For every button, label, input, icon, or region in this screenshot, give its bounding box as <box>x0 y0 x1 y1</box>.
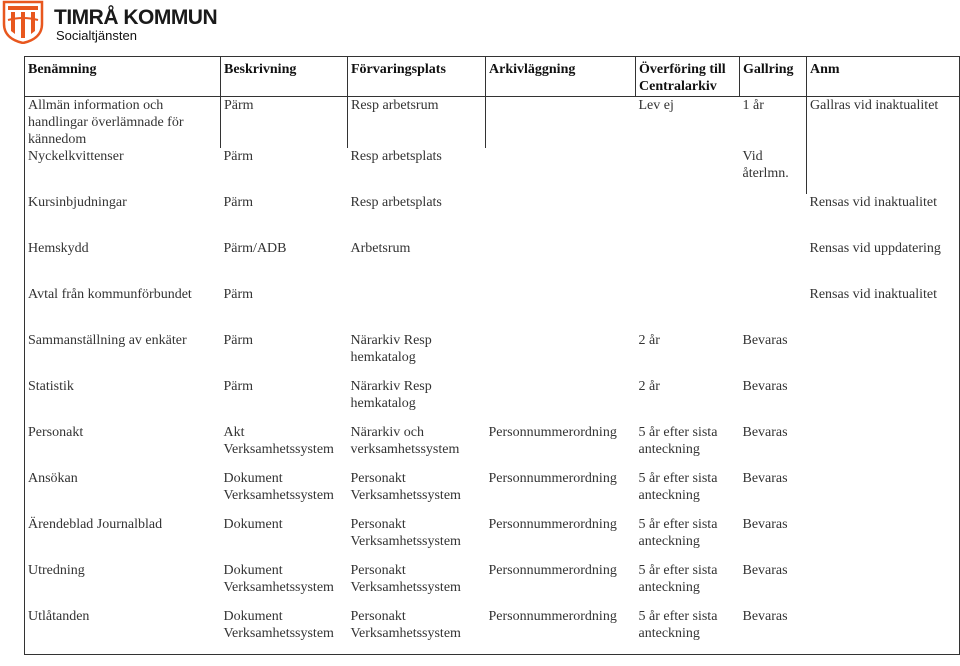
table-cell: Dokument Verksamhetssystem <box>221 608 348 655</box>
table-cell: Rensas vid inaktualitet <box>807 194 960 240</box>
table-cell: Ansökan <box>25 470 221 516</box>
table-cell: Närarkiv Resp hemkatalog <box>350 333 432 365</box>
table-cell: Nyckelkvittenser <box>25 148 221 194</box>
table-cell: Personnummerordning <box>488 517 617 532</box>
table-cell: Personakt Verksamhetssystem <box>350 563 461 595</box>
table-cell: 2 år <box>638 333 660 348</box>
table-cell: Pärm <box>223 149 254 164</box>
table-cell <box>807 562 960 608</box>
table-cell: Personnummerordning <box>488 425 617 440</box>
table-cell <box>636 286 740 332</box>
table-cell <box>807 378 960 424</box>
table-cell <box>740 194 807 240</box>
table-row <box>25 286 960 332</box>
table-row <box>25 562 960 608</box>
table-cell: 5 år efter sista anteckning <box>638 471 718 503</box>
table-cell: Sammanställning av enkäter <box>25 332 221 378</box>
table-cell <box>740 286 807 332</box>
table-row <box>25 470 960 516</box>
table-header-row <box>25 57 960 97</box>
organization-name: TIMRÅ KOMMUN <box>54 6 218 29</box>
table-cell <box>486 194 636 240</box>
table-cell: Bevaras <box>742 563 788 578</box>
table-cell: Personakt Verksamhetssystem <box>350 471 461 503</box>
table-cell <box>486 240 636 286</box>
table-cell: Personakt Verksamhetssystem <box>348 608 486 655</box>
table-cell: Dokument Verksamhetssystem <box>223 471 334 503</box>
table-cell: Resp arbetsplats <box>350 149 442 164</box>
table-cell: Pärm <box>223 379 254 394</box>
table-cell: Personnummerordning <box>488 471 617 486</box>
table-row <box>25 148 960 194</box>
table-row <box>25 608 960 655</box>
column-header: Förvaringsplats <box>348 57 486 97</box>
column-header: Arkivläggning <box>486 57 636 97</box>
table-cell <box>636 148 740 194</box>
table-cell: Dokument <box>223 517 283 532</box>
table-cell: Vid återlmn. <box>742 149 789 181</box>
table-cell: Resp arbetsrum <box>348 97 486 149</box>
column-header: Beskrivning <box>221 57 348 97</box>
table-cell: Resp arbetsplats <box>350 195 442 210</box>
table-cell <box>807 424 960 470</box>
table-row <box>25 332 960 378</box>
table-cell: 5 år efter sista anteckning <box>638 517 718 549</box>
table-cell: Personnummerordning <box>488 563 617 578</box>
table-cell: Lev ej <box>638 98 674 113</box>
table-row <box>25 194 960 240</box>
table-cell: Dokument Verksamhetssystem <box>223 563 334 595</box>
table-cell <box>807 608 960 655</box>
table-row <box>25 424 960 470</box>
timra-coat-of-arms-icon <box>2 0 44 44</box>
table-cell: Hemskydd <box>25 240 221 286</box>
table-row <box>25 97 960 149</box>
table-cell: 5 år efter sista anteckning <box>638 425 718 457</box>
table-row <box>25 240 960 286</box>
table-cell <box>486 332 636 378</box>
table-cell: Bevaras <box>740 608 807 655</box>
table-cell: Bevaras <box>742 333 788 348</box>
table-cell: Avtal från kommunförbundet <box>25 286 221 332</box>
table-cell: Pärm <box>223 287 254 302</box>
table-cell: Kursinbjudningar <box>25 194 221 240</box>
table-cell: Pärm <box>223 195 254 210</box>
table-cell: Bevaras <box>742 471 788 486</box>
table-cell: Närarkiv och verksamhetssystem <box>350 425 460 457</box>
table-cell: Pärm/ADB <box>223 241 287 256</box>
archive-plan-table <box>24 56 960 655</box>
table-cell: Bevaras <box>742 425 788 440</box>
table-cell: Arbetsrum <box>350 241 411 256</box>
table-cell <box>807 516 960 562</box>
table-cell: Personakt Verksamhetssystem <box>350 517 461 549</box>
table-cell <box>807 148 960 194</box>
table-cell <box>807 470 960 516</box>
table-cell: 1 år <box>742 98 764 113</box>
table-cell: Pärm <box>223 333 254 348</box>
table-cell: Akt Verksamhetssystem <box>223 425 334 457</box>
table-cell: Personakt <box>25 424 221 470</box>
table-cell: Rensas vid uppdatering <box>807 240 960 286</box>
table-cell: Utlåtanden <box>25 608 221 655</box>
table-cell: Bevaras <box>742 517 788 532</box>
table-row <box>25 378 960 424</box>
table-cell: Utredning <box>25 562 221 608</box>
table-cell <box>636 240 740 286</box>
table-cell <box>807 332 960 378</box>
table-cell <box>486 97 636 149</box>
table-cell <box>486 378 636 424</box>
table-cell: Personnummerordning <box>486 608 636 655</box>
table-cell: 5 år efter sista anteckning <box>636 608 740 655</box>
column-header: Gallring <box>740 57 807 97</box>
table-cell <box>740 240 807 286</box>
table-cell <box>486 148 636 194</box>
table-cell <box>348 286 486 332</box>
table-cell: 2 år <box>638 379 660 394</box>
table-cell: Pärm <box>221 97 348 149</box>
page-header <box>0 0 960 48</box>
table-cell: Närarkiv Resp hemkatalog <box>350 379 432 411</box>
table-cell: Ärendeblad Journalblad <box>25 516 221 562</box>
table-cell: Bevaras <box>742 379 788 394</box>
column-header: Anm <box>807 57 960 97</box>
column-header: Benämning <box>25 57 221 97</box>
table-row <box>25 516 960 562</box>
column-header: Överföring till Centralarkiv <box>636 57 740 97</box>
table-cell <box>636 194 740 240</box>
table-cell: Allmän information och handlingar överlämnade för kännedom <box>25 97 221 149</box>
table-cell: Rensas vid inaktualitet <box>807 286 960 332</box>
table-cell: Gallras vid inaktualitet <box>807 97 960 149</box>
table-cell: Statistik <box>25 378 221 424</box>
department-name: Socialtjänsten <box>56 28 137 43</box>
table-cell <box>486 286 636 332</box>
table-cell: 5 år efter sista anteckning <box>638 563 718 595</box>
